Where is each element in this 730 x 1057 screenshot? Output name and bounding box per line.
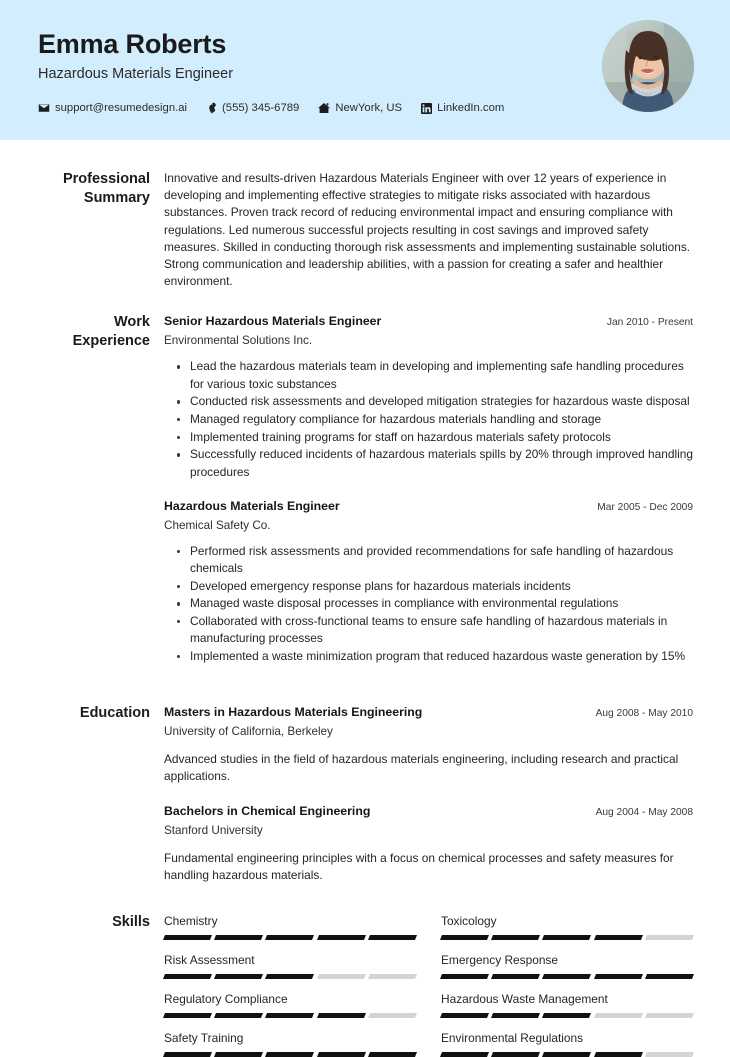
skill-rating-segment <box>368 1052 417 1057</box>
skill-item <box>164 913 416 940</box>
section-professional-summary <box>38 170 693 290</box>
skill-rating-segment <box>542 1052 591 1057</box>
skill-rating-segment <box>594 974 643 979</box>
entry-date: Mar 2005 - Dec 2009 <box>597 501 693 513</box>
entry-organization: University of California, Berkeley <box>164 725 333 739</box>
contact-item-envelope[interactable] <box>38 102 187 114</box>
entry-organization: Environmental Solutions Inc. <box>164 334 313 348</box>
skill-item <box>164 952 416 979</box>
education-entry <box>164 704 693 785</box>
entry-title: Hazardous Materials Engineer <box>164 498 340 513</box>
contact-text: NewYork, US <box>335 102 403 114</box>
candidate-job-title: Hazardous Materials Engineer <box>38 66 234 82</box>
skill-rating-segment <box>265 1052 314 1057</box>
skill-rating-segment <box>214 974 263 979</box>
section-label-work: Work Experience <box>72 314 150 350</box>
skill-item <box>164 991 416 1018</box>
skill-rating-segment <box>645 1013 694 1018</box>
skill-rating-segment <box>594 1052 643 1057</box>
entry-description: Fundamental engineering principles with a focus on chemical processes and safety measures for handling hazardous materials. <box>164 850 674 882</box>
skill-rating-segment <box>440 1052 489 1057</box>
skill-rating-segment <box>163 935 212 940</box>
entry-bullet-list <box>164 358 693 480</box>
skill-rating-segment <box>491 974 540 979</box>
skill-rating-bar <box>164 1013 416 1018</box>
entry-date: Aug 2008 - May 2010 <box>595 708 693 720</box>
entry-organization: Stanford University <box>164 823 263 837</box>
contact-text: support@resumedesign.ai <box>55 102 188 114</box>
skill-rating-segment <box>440 1013 489 1018</box>
section-skills <box>38 913 693 1057</box>
skill-rating-bar <box>441 1052 693 1057</box>
skill-name: Chemistry <box>164 914 218 929</box>
skill-rating-segment <box>368 935 417 940</box>
skill-rating-bar <box>441 1013 693 1018</box>
section-label-skills: Skills <box>112 914 150 931</box>
skill-rating-segment <box>265 974 314 979</box>
skill-name: Environmental Regulations <box>441 1031 584 1046</box>
avatar-image <box>602 20 694 112</box>
skill-item <box>164 1030 416 1057</box>
entry-bullet: Implemented training programs for staff on hazardous materials safety protocols <box>190 429 693 446</box>
skills-grid <box>164 913 693 1057</box>
skill-rating-bar <box>164 974 416 979</box>
skill-rating-segment <box>645 935 694 940</box>
entry-bullet: Implemented a waste minimization program that reduced hazardous waste generation by 15% <box>190 648 693 665</box>
skill-rating-segment <box>440 974 489 979</box>
skill-rating-segment <box>645 974 694 979</box>
skill-rating-segment <box>594 1013 643 1018</box>
skill-rating-segment <box>542 1013 591 1018</box>
contact-item-linkedin[interactable] <box>421 102 504 114</box>
skill-rating-segment <box>214 1013 263 1018</box>
section-label-education: Education <box>79 705 150 722</box>
skill-name: Risk Assessment <box>164 953 255 968</box>
entry-bullet: Conducted risk assessments and developed mitigation strategies for hazardous waste disposal <box>190 393 693 410</box>
skill-name: Regulatory Compliance <box>164 992 288 1007</box>
contact-text: (555) 345-6789 <box>222 102 300 114</box>
section-education <box>38 704 693 887</box>
skill-rating-segment <box>214 1052 263 1057</box>
skill-rating-segment <box>317 1013 366 1018</box>
section-label-summary: Professional Summary <box>62 171 150 206</box>
skill-item <box>441 913 693 940</box>
skill-name: Hazardous Waste Management <box>441 992 608 1007</box>
entry-header <box>164 803 693 821</box>
section-work-experience <box>38 313 693 668</box>
resume-header <box>0 0 730 140</box>
skill-name: Toxicology <box>441 914 497 929</box>
entry-header <box>164 313 693 331</box>
entry-title: Senior Hazardous Materials Engineer <box>164 314 382 329</box>
candidate-name: Emma Roberts <box>38 29 227 59</box>
skill-rating-segment <box>491 935 540 940</box>
contact-text: LinkedIn.com <box>437 102 505 114</box>
entry-title: Bachelors in Chemical Engineering <box>164 803 371 818</box>
skill-rating-segment <box>163 1013 212 1018</box>
contact-row <box>38 102 694 114</box>
skill-item <box>441 991 693 1018</box>
phone-icon <box>206 102 217 114</box>
work-entry <box>164 498 693 665</box>
skill-rating-segment <box>440 935 489 940</box>
skill-rating-segment <box>542 974 591 979</box>
skill-rating-bar <box>164 935 416 940</box>
entry-organization: Chemical Safety Co. <box>164 518 271 532</box>
entry-bullet: Performed risk assessments and provided recommendations for safe handling of hazardous chemicals <box>190 543 693 577</box>
linkedin-icon <box>421 103 432 114</box>
entry-bullet: Managed waste disposal processes in compliance with environmental regulations <box>190 595 693 612</box>
entry-bullet-list <box>164 543 693 665</box>
summary-text: Innovative and results-driven Hazardous Materials Engineer with over 12 years of experience in developing and implementing effective strategies to mitigate risks associated with hazardous substances. Proven track record of reducing environmental impact and ensuring compliance with regulations. Led numerous successful projects resulting in cost savings and improved safety measures. Skilled in conducting thorough risk assessments and implementing sustainable solutions. Strong communication and leadership abilities, with a passion for creating a safer and healthier environment. <box>164 171 691 289</box>
skill-rating-segment <box>214 935 263 940</box>
skill-rating-segment <box>491 1013 540 1018</box>
skill-rating-segment <box>265 1013 314 1018</box>
skill-rating-bar <box>164 1052 416 1057</box>
skill-rating-segment <box>368 974 417 979</box>
skill-rating-segment <box>542 935 591 940</box>
skill-rating-segment <box>491 1052 540 1057</box>
skill-name: Emergency Response <box>441 953 558 968</box>
entry-header <box>164 498 693 516</box>
entry-bullet: Collaborated with cross-functional teams to ensure safe handling of hazardous materials in manufacturing processes <box>190 613 693 647</box>
skill-rating-segment <box>163 974 212 979</box>
skill-rating-segment <box>594 935 643 940</box>
skill-rating-segment <box>317 935 366 940</box>
contact-item-home[interactable] <box>318 102 402 114</box>
work-entry <box>164 313 693 480</box>
entry-title: Masters in Hazardous Materials Engineering <box>164 705 423 720</box>
entry-bullet: Managed regulatory compliance for hazardous materials handling and storage <box>190 411 693 428</box>
skill-rating-bar <box>441 935 693 940</box>
entry-date: Jan 2010 - Present <box>606 317 693 329</box>
entry-description: Advanced studies in the field of hazardous materials engineering, including research and practical applications. <box>164 752 679 784</box>
skill-name: Safety Training <box>164 1031 244 1046</box>
entry-bullet: Developed emergency response plans for hazardous materials incidents <box>190 578 693 595</box>
skill-item <box>441 952 693 979</box>
skill-rating-segment <box>368 1013 417 1018</box>
entry-header <box>164 704 693 722</box>
skill-rating-segment <box>317 1052 366 1057</box>
entry-date: Aug 2004 - May 2008 <box>595 806 693 818</box>
contact-item-phone[interactable] <box>206 102 299 114</box>
skill-rating-segment <box>317 974 366 979</box>
skill-rating-bar <box>441 974 693 979</box>
skill-item <box>441 1030 693 1057</box>
envelope-icon <box>38 102 50 114</box>
skill-rating-segment <box>265 935 314 940</box>
entry-bullet: Lead the hazardous materials team in developing and implementing safe handling procedures for various toxic substances <box>190 358 693 392</box>
home-icon <box>318 102 330 114</box>
skill-rating-segment <box>645 1052 694 1057</box>
education-entry <box>164 803 693 884</box>
entry-bullet: Successfully reduced incidents of hazardous materials spills by 20% through improved handling procedures <box>190 446 693 480</box>
resume-body <box>0 170 730 1057</box>
profile-photo <box>602 20 694 112</box>
skill-rating-segment <box>163 1052 212 1057</box>
